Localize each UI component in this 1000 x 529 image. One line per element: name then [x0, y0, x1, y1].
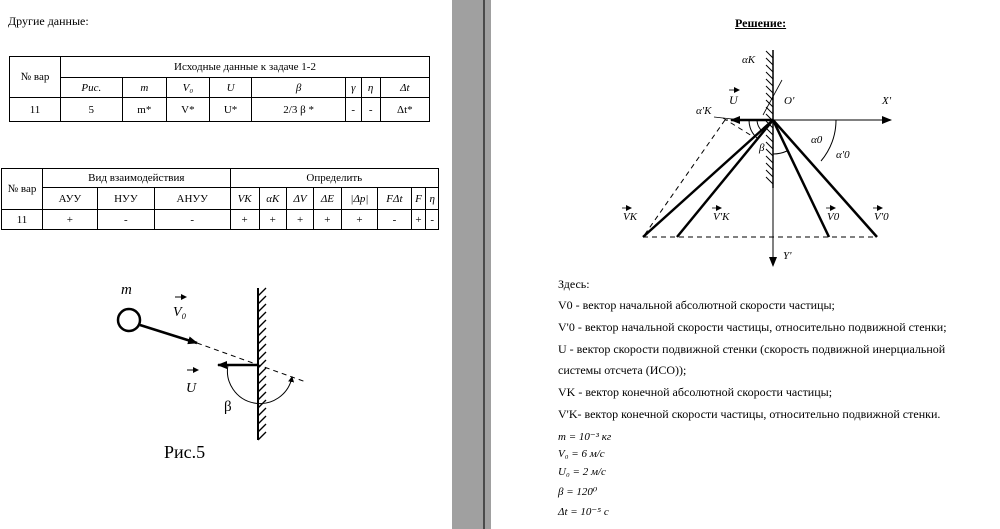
col-header: Рис. — [61, 78, 123, 98]
col-header: ΔV — [286, 188, 313, 210]
col-header: АНУУ — [154, 188, 230, 210]
description-line: VK - вектор конечной абсолютной скорости частицы; — [558, 385, 833, 399]
u-label: U — [729, 93, 738, 107]
table-cell: 5 — [61, 98, 123, 122]
col-header: АУУ — [43, 188, 98, 210]
given-v0: V₀ = 6 м/с — [558, 448, 605, 460]
table-cell: - — [378, 210, 411, 230]
col-header: η — [361, 78, 380, 98]
figure-caption: Рис.5 — [164, 442, 206, 462]
description-line: U - вектор скорости подвижной стенки (скорость подвижной инерциальной — [558, 342, 946, 356]
determine-group-header: Определить — [230, 169, 438, 188]
beta-label: β — [759, 142, 765, 154]
table-cell: U* — [209, 98, 252, 122]
v0-prime-vector — [773, 120, 877, 237]
col-header: m — [122, 78, 166, 98]
wall — [258, 288, 266, 440]
table-cell: + — [259, 210, 286, 230]
col-header: |Δp| — [341, 188, 378, 210]
alpha0-prime-arc — [821, 120, 836, 161]
table-cell: Δt* — [380, 98, 429, 122]
interaction-table — [1, 168, 439, 230]
col-header: Δt — [380, 78, 429, 98]
given-dt: Δt = 10⁻⁵ с — [558, 506, 609, 518]
u-label: U — [186, 381, 197, 396]
table-cell: 11 — [2, 210, 43, 230]
table-cell: - — [97, 210, 154, 230]
table-cell: - — [426, 210, 439, 230]
left-page — [0, 0, 452, 529]
col-header: η — [426, 188, 439, 210]
alpha0-label: α0 — [811, 134, 823, 146]
col-header: F — [411, 188, 426, 210]
description-line: V'0 - вектор начальной скорости частицы, относительно подвижной стенки; — [558, 320, 947, 334]
col-header: VK — [230, 188, 259, 210]
alpha-k-prime-label: α'K — [696, 105, 712, 117]
table-cell: + — [43, 210, 98, 230]
given-u0: U₀ = 2 м/с — [558, 466, 606, 478]
var-header: № вар — [2, 169, 43, 210]
y-prime-label: Y' — [783, 250, 792, 262]
alpha-k-label: αK — [742, 54, 756, 66]
other-data-title: Другие данные: — [8, 14, 89, 28]
right-page — [491, 0, 1000, 529]
beta-label: β — [224, 399, 232, 415]
v0-label: V₀ — [173, 305, 187, 320]
table-cell: 11 — [10, 98, 61, 122]
velocity-diagram — [491, 0, 1000, 280]
page-gutter — [452, 0, 491, 529]
col-header: γ — [345, 78, 361, 98]
here-label: Здесь: — [558, 277, 590, 291]
table-cell: 2/3 β * — [252, 98, 345, 122]
col-header: ΔE — [314, 188, 341, 210]
v0-label: V0 — [827, 211, 840, 223]
description-line: системы отсчета (ИСО)); — [558, 363, 687, 377]
alpha0-arc — [773, 151, 787, 154]
mass-label: m — [121, 282, 132, 298]
particle-circle — [118, 309, 140, 331]
table-cell: + — [411, 210, 426, 230]
interaction-group-header: Вид взаимодействия — [43, 169, 231, 188]
x-prime-label: X' — [882, 95, 892, 107]
vk-label: VK — [623, 211, 638, 223]
col-header: V₀ — [167, 78, 210, 98]
vk-prime-label: V'K — [713, 211, 730, 223]
col-header: FΔt — [378, 188, 411, 210]
table-cell: - — [345, 98, 361, 122]
col-header: αK — [259, 188, 286, 210]
source-data-group-header: Исходные данные к задаче 1-2 — [61, 57, 430, 78]
var-header: № вар — [10, 57, 61, 98]
table-cell: + — [286, 210, 313, 230]
table-cell: + — [341, 210, 378, 230]
table-cell: m* — [122, 98, 166, 122]
v0-arrow — [140, 325, 197, 343]
given-beta: β = 120⁰ — [558, 486, 598, 498]
description-line: V0 - вектор начальной абсолютной скорости частицы; — [558, 298, 835, 312]
col-header: β — [252, 78, 345, 98]
table-cell: - — [154, 210, 230, 230]
col-header: НУУ — [97, 188, 154, 210]
given-mass: m = 10⁻³ кг — [558, 431, 612, 443]
source-data-table — [9, 56, 430, 122]
v0-prime-label: V'0 — [874, 211, 889, 223]
table-cell: + — [314, 210, 341, 230]
table-cell: + — [230, 210, 259, 230]
alpha0-prime-label: α'0 — [836, 149, 850, 161]
page-gutter-divider — [483, 0, 485, 529]
vk-vector — [643, 120, 773, 237]
table-cell: - — [361, 98, 380, 122]
col-header: U — [209, 78, 252, 98]
trajectory-line — [197, 343, 306, 382]
solution-title: Решение: — [735, 16, 787, 30]
o-prime-label: O' — [784, 95, 795, 107]
figure-5 — [0, 270, 452, 529]
description-line: V'K- вектор конечной скорости частицы, относительно подвижной стенки. — [558, 407, 941, 421]
table-cell: V* — [167, 98, 210, 122]
